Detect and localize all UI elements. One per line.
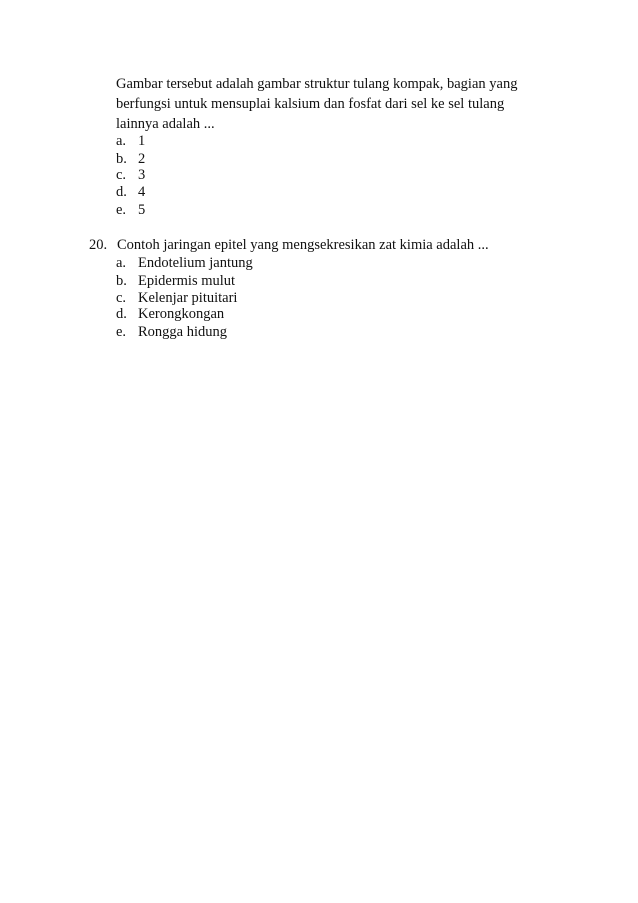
option-text: 1: [138, 133, 146, 149]
question-prev-stem-line-1: Gambar tersebut adalah gambar struktur tulang kompak, bagian yang: [116, 76, 518, 92]
option-text: Kerongkongan: [138, 306, 225, 322]
option-text: Rongga hidung: [138, 324, 228, 340]
option-text: 2: [138, 151, 146, 167]
option-letter: e.: [116, 324, 127, 340]
question-20-option-b: [116, 272, 235, 290]
question-prev-option-a: [116, 132, 145, 150]
option-letter: a.: [116, 133, 127, 149]
option-letter: c.: [116, 290, 127, 306]
option-text: Epidermis mulut: [138, 273, 236, 289]
option-text: 5: [138, 202, 146, 218]
question-prev-stem-line-2: berfungsi untuk mensuplai kalsium dan fosfat dari sel ke sel tulang: [116, 96, 505, 112]
question-20-option-e: [116, 323, 227, 341]
option-letter: d.: [116, 306, 127, 322]
question-stem: Contoh jaringan epitel yang mengsekresikan zat kimia adalah ...: [117, 237, 489, 253]
question-prev-stem-line-3: lainnya adalah ...: [116, 116, 215, 132]
option-letter: d.: [116, 184, 127, 200]
option-letter: c.: [116, 167, 127, 183]
option-text: Kelenjar pituitari: [138, 290, 238, 306]
option-letter: b.: [116, 273, 127, 289]
question-20-option-d: [116, 305, 224, 323]
question-20-option-a: [116, 254, 253, 272]
question-prev-option-c: [116, 166, 145, 184]
question-number: 20.: [89, 237, 108, 253]
option-text: 4: [138, 184, 146, 200]
option-text: 3: [138, 167, 146, 183]
option-letter: a.: [116, 255, 127, 271]
option-letter: b.: [116, 151, 127, 167]
question-prev-option-d: [116, 183, 145, 201]
question-prev-option-e: [116, 201, 145, 219]
question-20-stem: [89, 236, 489, 254]
option-text: Endotelium jantung: [138, 255, 253, 271]
option-letter: e.: [116, 202, 127, 218]
